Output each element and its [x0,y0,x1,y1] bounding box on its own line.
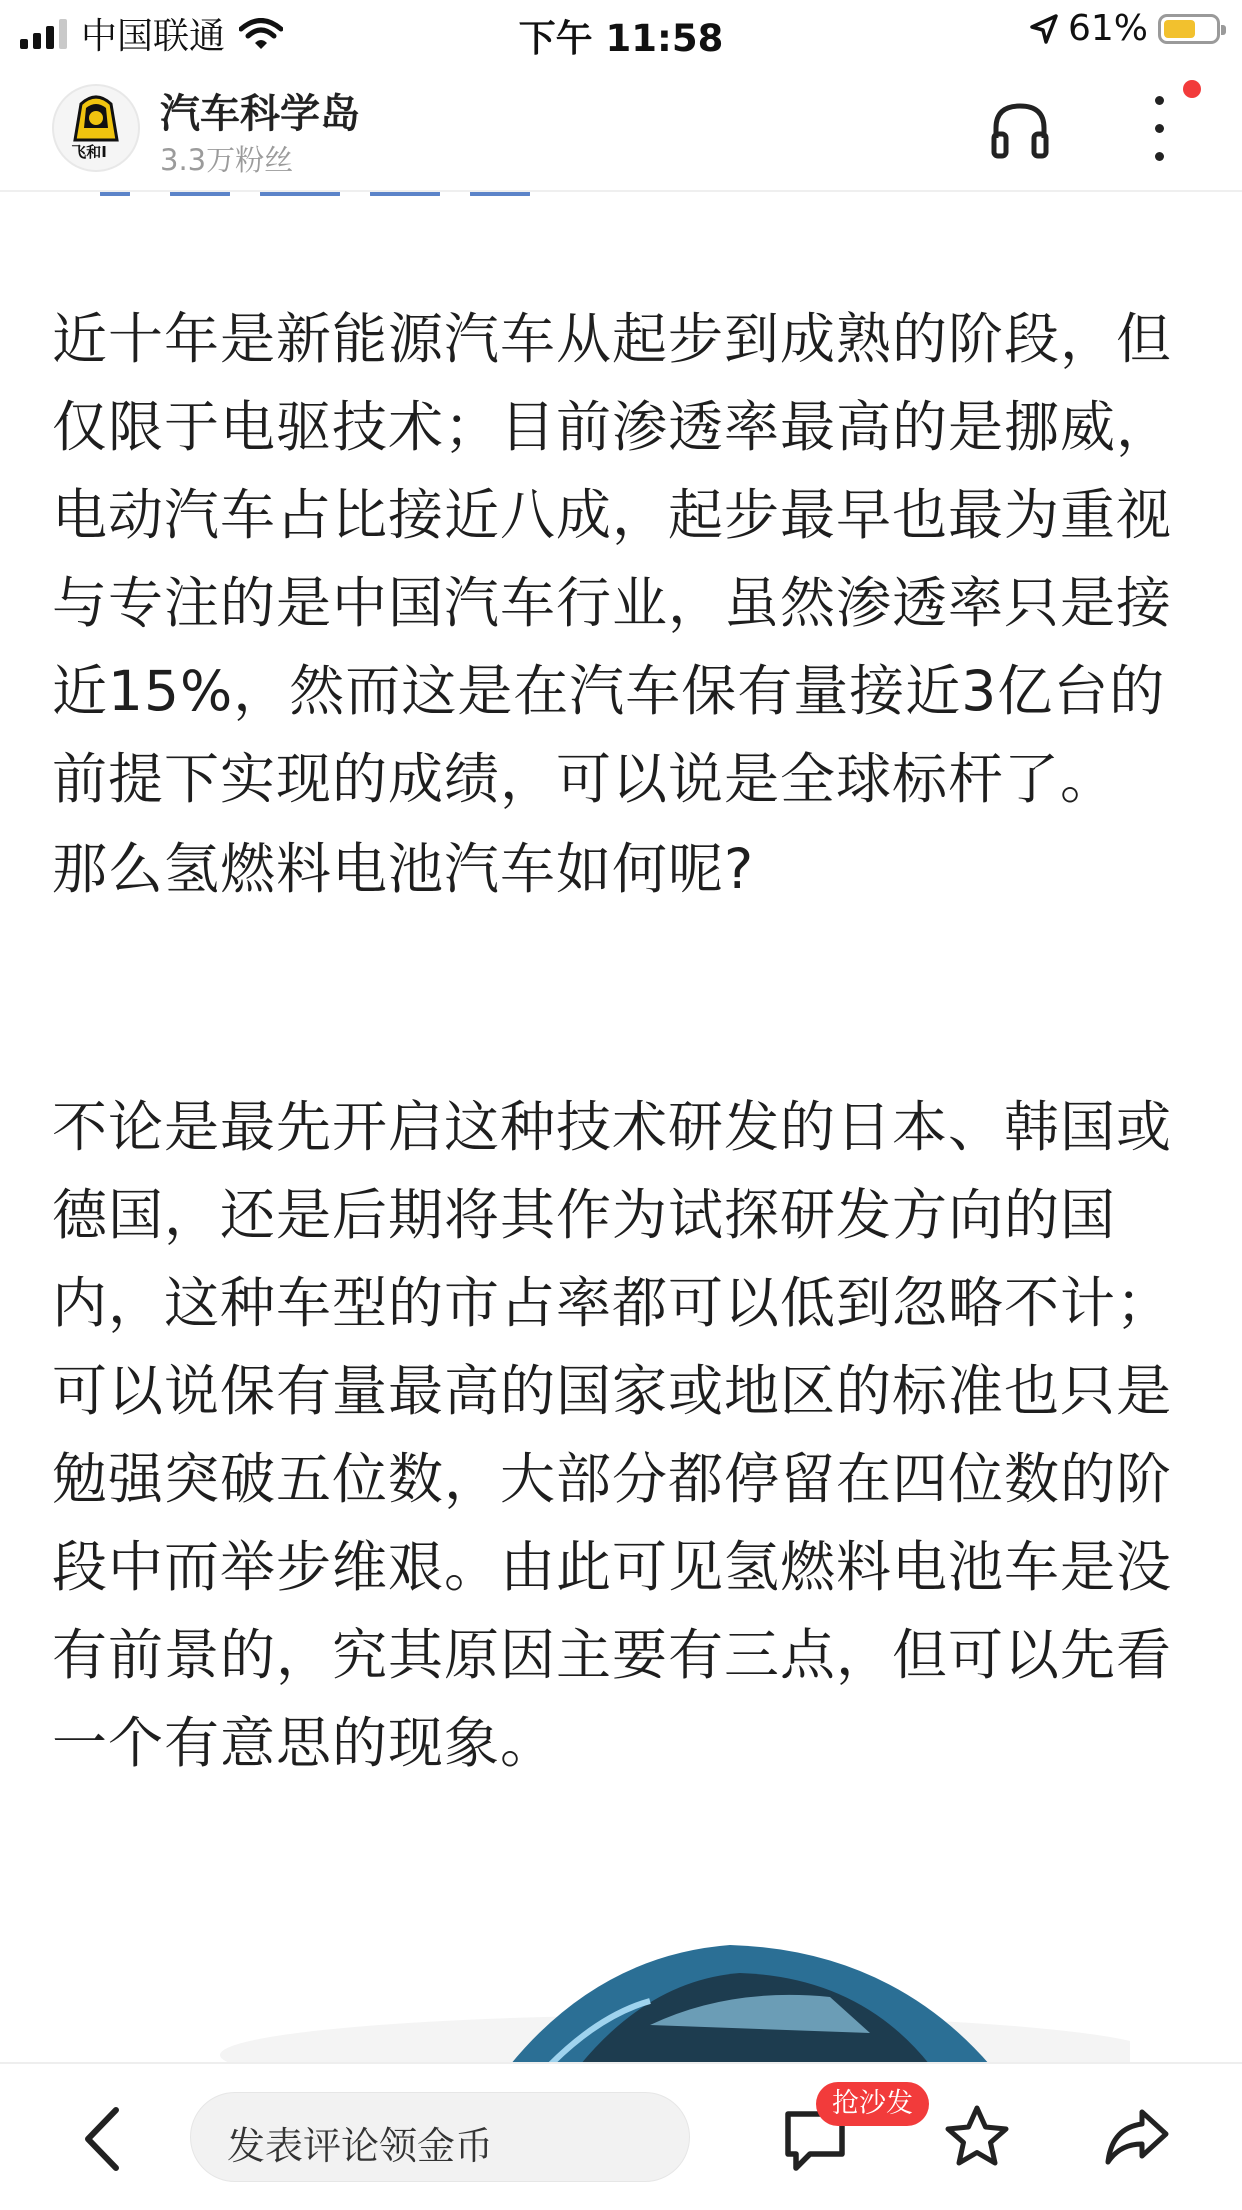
battery-icon [1158,14,1220,44]
more-icon[interactable] [1140,92,1180,166]
location-arrow-icon [1030,14,1058,44]
account-name[interactable]: 汽车科学岛 [160,91,360,137]
notification-dot [1183,80,1201,98]
headphones-icon[interactable] [988,98,1052,162]
article-image[interactable] [130,1905,1130,2065]
status-bar [0,0,1242,62]
battery-fill [1164,20,1195,38]
bottom-action-bar [0,2062,1242,2210]
logo-icon [67,94,125,144]
avatar-text: 飞和I [71,143,107,161]
article-header [0,62,1242,192]
star-icon[interactable] [942,2102,1012,2172]
comment-placeholder: 发表评论领金币 [227,2124,494,2168]
status-right [1030,8,1220,49]
article-paragraph: 近十年是新能源汽车从起步到成熟的阶段，但仅限于电驱技术；目前渗透率最高的是挪威，电动汽车占比接近八成，起步最早也最为重视与专注的是中国汽车行业，虽然渗透率只是接近15%，然而这是在汽车保有量接近3亿台的前提下实现的成绩，可以说是全球标杆了。 [52,307,1173,811]
clock: 下午 11:58 [518,17,724,60]
back-icon[interactable] [78,2104,128,2174]
article-body [52,295,1192,1787]
share-icon[interactable] [1102,2104,1172,2170]
avatar[interactable] [52,84,140,172]
article-paragraph: 不论是最先开启这种技术研发的日本、韩国或德国，还是后期将其作为试探研发方向的国内，这种车型的市占率都可以低到忽略不计；可以说保有量最高的国家或地区的标准也只是勉强突破五位数，大部分都停留在四位数的阶段中而举步维艰。由此可见氢燃料电池车是没有前景的，究其原因主要有三点，但可以先看一个有意思的现象。 [52,1095,1173,1775]
carrier-label: 中国联通 [81,16,226,57]
article-paragraph: 那么氢燃料电池汽车如何呢? [52,837,755,901]
follower-count: 3.3万粉丝 [160,143,294,177]
comment-input[interactable] [190,2092,690,2182]
battery-percent: 61% [1067,8,1148,49]
sofa-badge[interactable]: 抢沙发 [816,2082,929,2126]
